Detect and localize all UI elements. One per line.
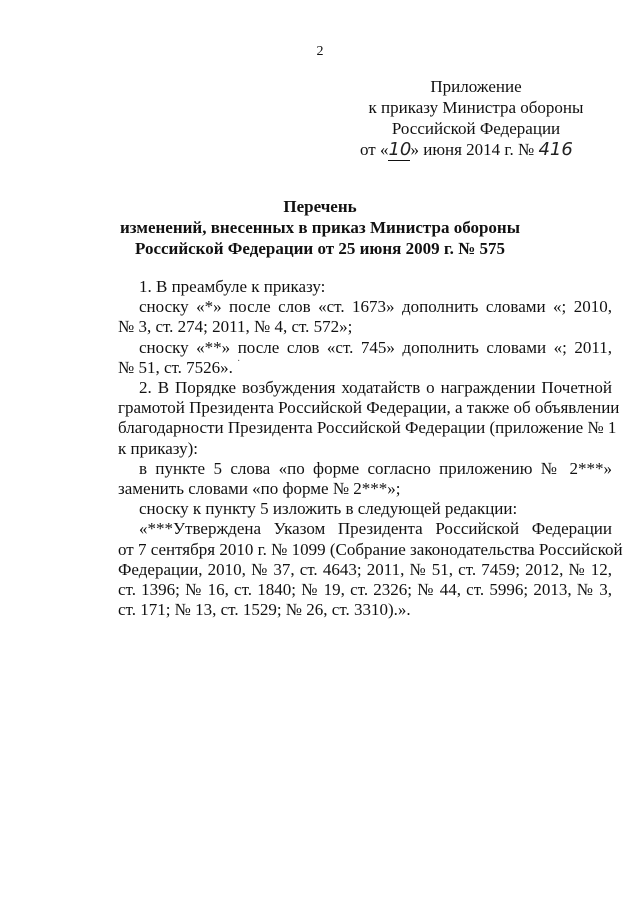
appendix-line: Приложение xyxy=(430,77,522,96)
body-line: сноску к пункту 5 изложить в следующей редакции: xyxy=(139,499,518,519)
title-line: Перечень xyxy=(283,197,357,216)
scan-mark: · xyxy=(237,356,241,367)
body-line: сноску «**» после слов «ст. 745» дополнить словами «; 2011, xyxy=(139,337,612,357)
handwritten-day: 10 xyxy=(388,139,412,160)
date-prefix: от « xyxy=(360,140,389,159)
body-line: 1. В преамбуле к приказу: xyxy=(139,277,326,296)
handwritten-order-number: 416 xyxy=(538,139,573,160)
body-line: от 7 сентября 2010 г. № 1099 (Собрание законодательства Российской xyxy=(118,539,623,559)
body-line: заменить словами «по форме № 2***»; xyxy=(118,479,401,499)
title-line: изменений, внесенных в приказ Министра обороны xyxy=(119,218,520,237)
document-body xyxy=(118,277,623,620)
order-date-line xyxy=(360,139,578,161)
body-line: 2. В Порядке возбуждения ходатайств о награждении Почетной xyxy=(139,378,612,398)
date-rest: » июня 2014 г. № xyxy=(410,140,535,159)
body-line: ст. 1396; № 16, ст. 1840; № 19, ст. 2326; № 44, ст. 5996; 2013, № 3, xyxy=(118,580,612,600)
body-line: к приказу): xyxy=(118,438,198,458)
body-line: № 3, ст. 274; 2011, № 4, ст. 572»; xyxy=(118,317,353,337)
title-line: Российской Федерации от 25 июня 2009 г. № 575 xyxy=(135,239,505,258)
body-line: в пункте 5 слова «по форме согласно приложению № 2***» xyxy=(139,458,612,478)
appendix-header xyxy=(356,76,596,139)
appendix-line: к приказу Министра обороны xyxy=(368,98,584,117)
body-line: грамотой Президента Российской Федерации, а также об объявлении xyxy=(118,398,620,418)
appendix-line: Российской Федерации xyxy=(391,119,561,138)
body-line: сноску «*» после слов «ст. 1673» дополнить словами «; 2010, xyxy=(139,297,612,317)
page-number: 2 xyxy=(316,44,324,59)
body-line: Федерации, 2010, № 37, ст. 4643; 2011, № 51, ст. 7459; 2012, № 12, xyxy=(118,559,612,579)
document-title xyxy=(0,196,640,259)
body-line: № 51, ст. 7526». xyxy=(118,357,233,377)
body-line: ст. 171; № 13, ст. 1529; № 26, ст. 3310).». xyxy=(118,600,411,620)
body-line: благодарности Президента Российской Федерации (приложение № 1 xyxy=(118,418,617,438)
body-line: «***Утверждена Указом Президента Российской Федерации xyxy=(139,519,612,539)
